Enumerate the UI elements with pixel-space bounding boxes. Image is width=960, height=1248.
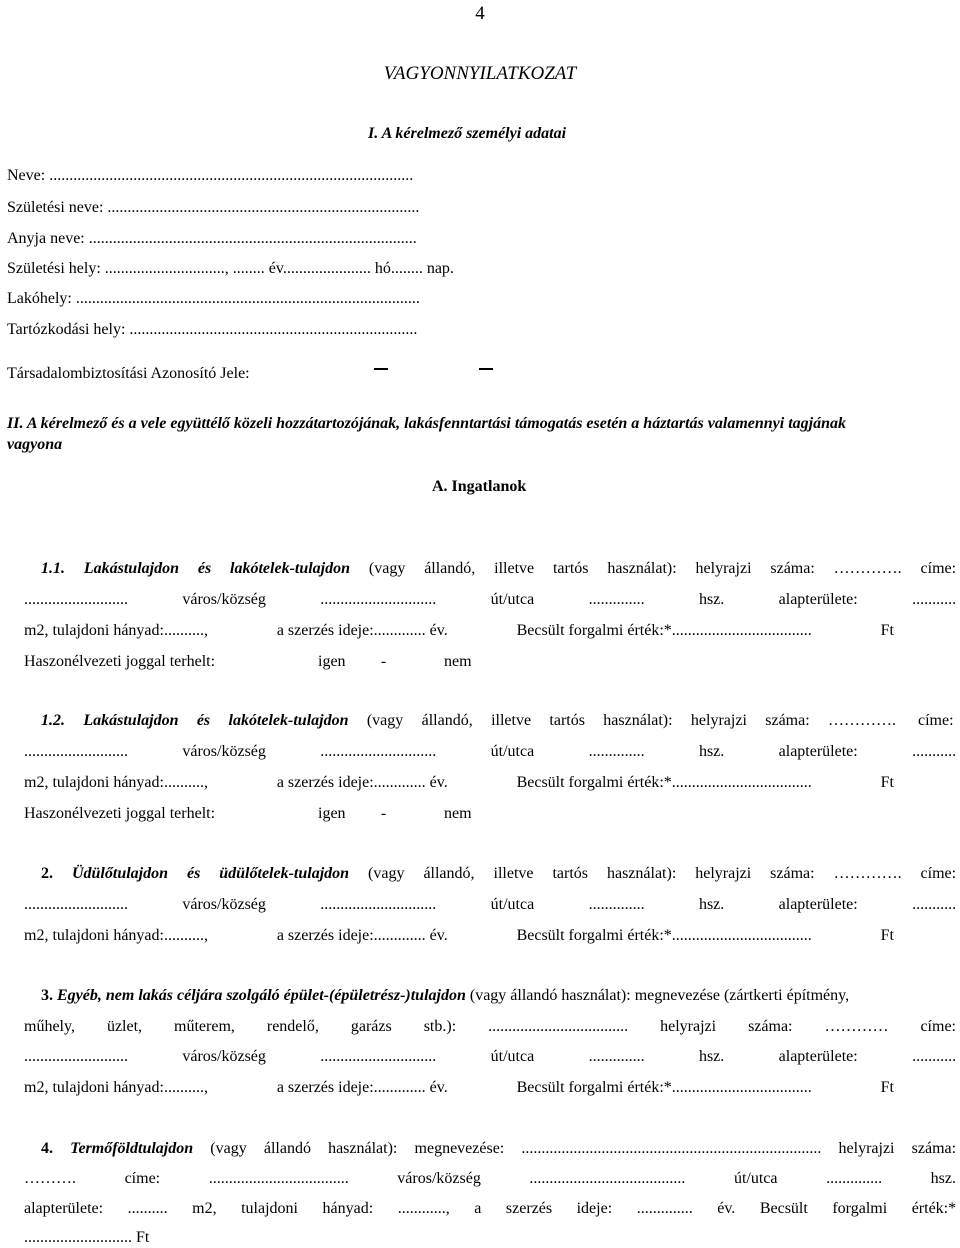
taj-separator-1 — [374, 368, 388, 370]
item-1-1-title: Lakástulajdon és lakótelek-tulajdon — [83, 560, 351, 577]
field-taj-label: Társadalombiztosítási Azonosító Jele: — [7, 365, 250, 382]
item-1-1-line3: m2, tulajdoni hányad:.........., a szerzés ideje:............. év. Becsült forgalmi érték:*................................... Ft — [24, 622, 894, 639]
item-1-2-address-label: címe: — [918, 712, 954, 729]
item-4-line1: 4. Termőföldtulajdon (vagy állandó használat): megnevezése: ........................................................................... helyrajzi száma: — [41, 1140, 957, 1157]
item-1-1-line2: .......................... város/község ............................. út/utca .............. hsz. alapterülete: ........... — [24, 591, 957, 608]
item-2-line1: 2. Üdülőtulajdon és üdülőtelek-tulajdon (vagy állandó, illetve tartós használat): helyrajzi száma: …………. címe: — [41, 865, 957, 882]
item-2-title: Üdülőtulajdon és üdülőtelek-tulajdon — [71, 865, 350, 882]
field-name: Neve: ........................................................................................... — [7, 167, 414, 184]
field-stay-place: Tartózkodási hely: ........................................................................ — [7, 321, 418, 338]
item-1-2-dash: - — [381, 805, 387, 822]
field-birth-name: Születési neve: .............................................................................. — [7, 199, 420, 216]
item-1-1-no: nem — [444, 653, 472, 670]
item-1-2-usufruct-label: Haszonélvezeti joggal terhelt: — [24, 805, 216, 822]
item-1-1-usufruct-label: Haszonélvezeti joggal terhelt: — [24, 653, 216, 670]
item-3-line2: műhely, üzlet, műterem, rendelő, garázs stb.): ................................... helyrajzi száma: ………… címe: — [24, 1018, 956, 1035]
item-3-number: 3. — [41, 987, 53, 1004]
field-birth-place: Születési hely: .............................., ........ év...................... hó........ nap. — [7, 260, 454, 277]
item-3-line3: .......................... város/község ............................. út/utca .............. hsz. alapterülete: ........... — [24, 1048, 957, 1065]
page-number: 4 — [475, 3, 485, 24]
field-residence: Lakóhely: ...................................................................................... — [7, 290, 420, 307]
item-1-2-line2: .......................... város/község ............................. út/utca .............. hsz. alapterülete: ........... — [24, 743, 957, 760]
item-4-number: 4. — [41, 1140, 53, 1157]
item-3-title: Egyéb, nem lakás céljára szolgáló épület-(épületrész-)tulajdon — [57, 987, 466, 1004]
item-1-2-yes: igen — [318, 805, 346, 822]
item-1-1-number: 1.1. — [41, 560, 65, 577]
item-1-2-line3: m2, tulajdoni hányad:.........., a szerzés ideje:............. év. Becsült forgalmi érték:*................................... Ft — [24, 774, 894, 791]
item-1-1-dash: - — [381, 653, 387, 670]
item-1-1-yes: igen — [318, 653, 346, 670]
item-2-number: 2. — [41, 865, 53, 882]
item-4-line2: ………. címe: ................................... város/község ....................................... út/utca .............. hsz. — [24, 1170, 956, 1187]
item-4-line4: ........................... Ft — [24, 1229, 150, 1246]
document-title: VAGYONNYILATKOZAT — [383, 63, 577, 84]
item-1-2-no: nem — [444, 805, 472, 822]
item-1-2-title: Lakástulajdon és lakótelek-tulajdon — [83, 712, 349, 729]
section1-heading: I. A kérelmező személyi adatai — [368, 125, 567, 142]
item-1-1-line1: 1.1. Lakástulajdon és lakótelek-tulajdon (vagy állandó, illetve tartós használat): helyrajzi száma: …………. címe: — [41, 560, 957, 577]
item-1-2-line1: 1.2. Lakástulajdon és lakótelek-tulajdon (vagy állandó, illetve tartós használat): helyrajzi száma: …………. — [41, 712, 896, 729]
field-mother-name: Anyja neve: .................................................................................. — [7, 230, 417, 247]
item-3-line1: 3. Egyéb, nem lakás céljára szolgáló épület-(épületrész-)tulajdon (vagy állandó használat): megnevezése (zártkerti építmény, — [41, 987, 850, 1004]
item-2-line2: .......................... város/község ............................. út/utca .............. hsz. alapterülete: ........... — [24, 896, 957, 913]
item-1-2-number: 1.2. — [41, 712, 65, 729]
item-4-line3: alapterülete: .......... m2, tulajdoni hányad: ............, a szerzés ideje: .............. év. Becsült forgalmi érték:* — [24, 1200, 957, 1217]
taj-separator-2 — [479, 368, 493, 370]
item-3-line4: m2, tulajdoni hányad:.........., a szerzés ideje:............. év. Becsült forgalmi érték:*................................... Ft — [24, 1079, 894, 1096]
section2-subheading: A. Ingatlanok — [432, 478, 527, 495]
item-4-title: Termőföldtulajdon — [70, 1140, 194, 1157]
section2-heading-cont: vagyona — [7, 436, 63, 453]
section2-heading: II. A kérelmező és a vele együttélő közeli hozzátartozójának, lakásfenntartási támogatás esetén a háztartás valamennyi tagjának — [7, 415, 846, 432]
item-2-line3: m2, tulajdoni hányad:.........., a szerzés ideje:............. év. Becsült forgalmi érték:*................................... Ft — [24, 927, 894, 944]
